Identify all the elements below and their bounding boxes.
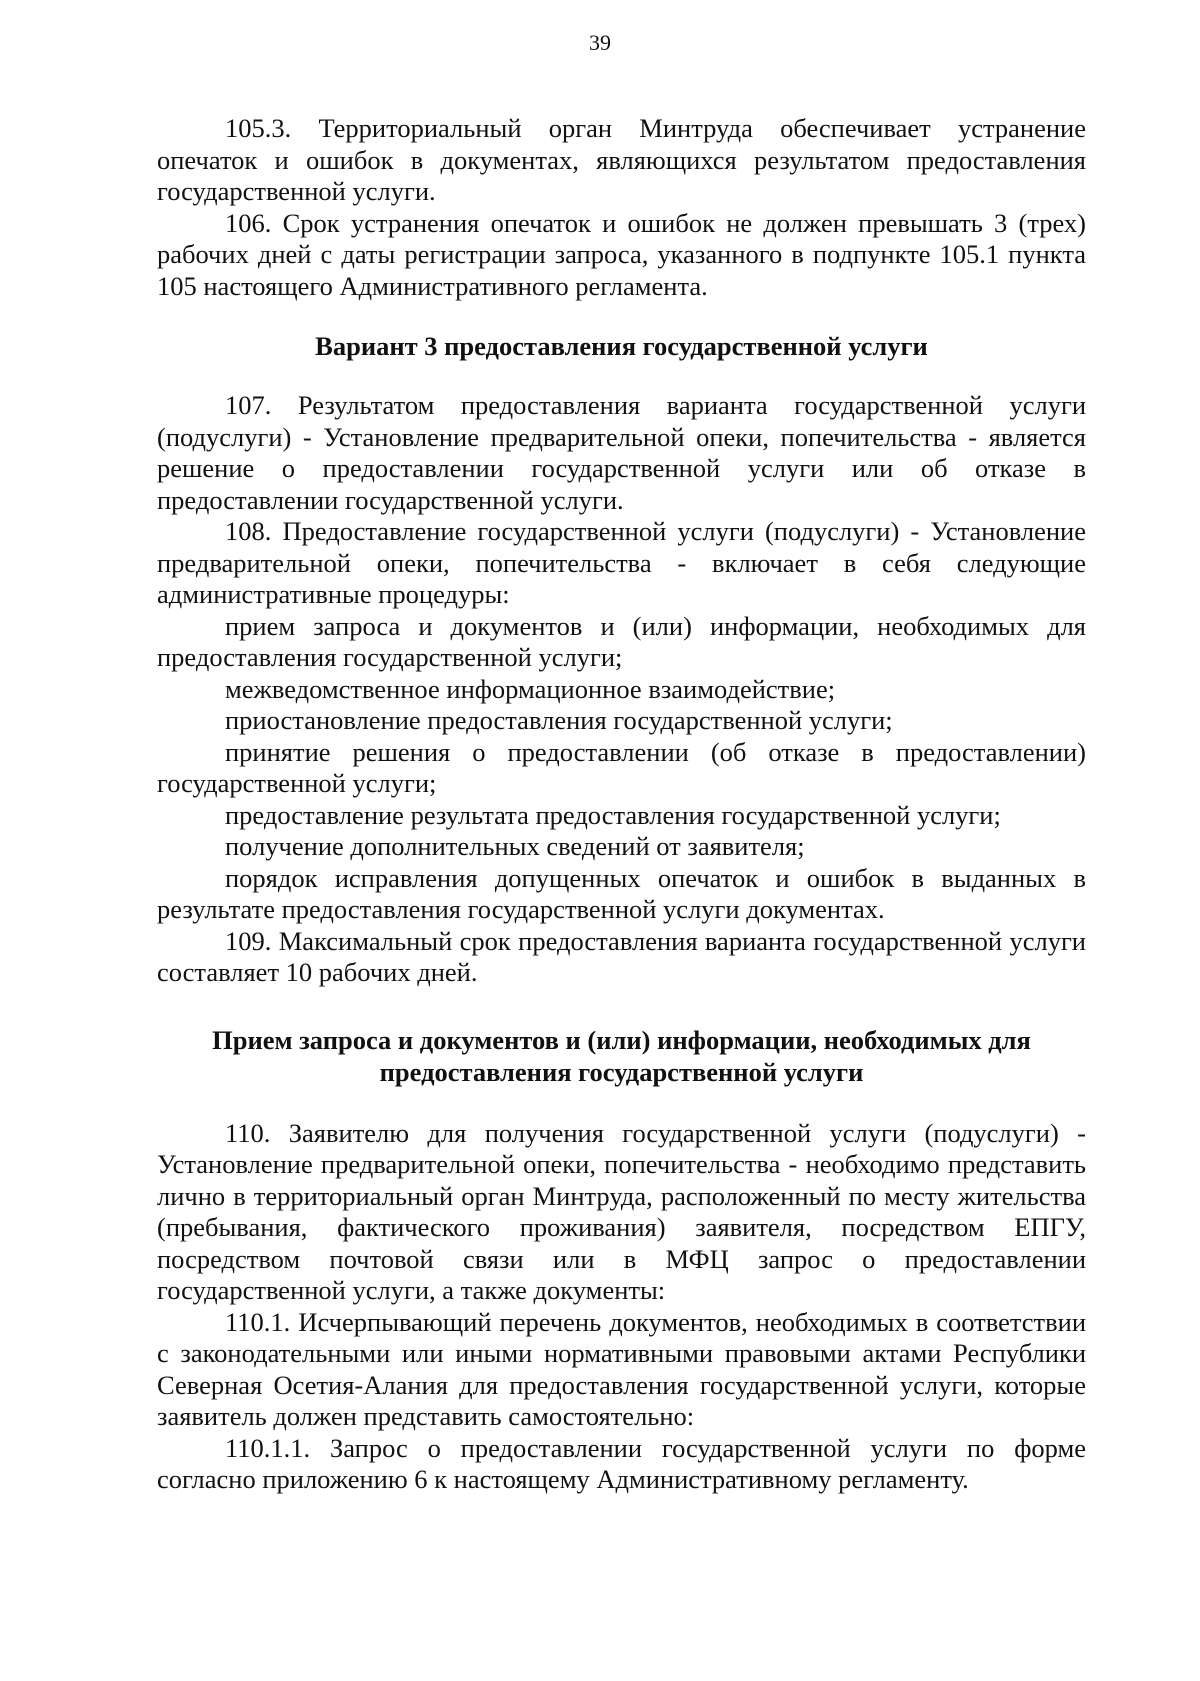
procedure-item: принятие решения о предоставлении (об отказе в предоставлении) государственной услуги;	[157, 736, 1086, 798]
section-heading-variant-3: Вариант 3 предоставления государственной услуги	[315, 331, 928, 361]
procedure-item: приостановление предоставления государственной услуги;	[225, 705, 893, 735]
paragraph-110-1-1: 110.1.1. Запрос о предоставлении государственной услуги по форме согласно приложению 6 к настоящему Административному регламенту.	[157, 1432, 1086, 1494]
paragraph-106: 106. Срок устранения опечаток и ошибок не должен превышать 3 (трех) рабочих дней с даты регистрации запроса, указанного в подпункте 105.1 пункта 105 настоящего Административного регламента.	[157, 207, 1086, 301]
paragraph-108: 108. Предоставление государственной услуги (подуслуги) - Установление предварительной опеки, попечительства - включает в себя следующие административные процедуры:	[157, 516, 1086, 609]
document-body	[157, 113, 1086, 1496]
page-number: 39	[589, 30, 611, 55]
paragraph-107: 107. Результатом предоставления варианта государственной услуги (подуслуги) - Установление предварительной опеки, попечительства - является решение о предоставлении государственной услуги или об отказе в предоставлении государственной услуги.	[157, 390, 1086, 515]
procedure-item: получение дополнительных сведений от заявителя;	[225, 831, 805, 861]
paragraph-105-3: 105.3. Территориальный орган Минтруда обеспечивает устранение опечаток и ошибок в документах, являющихся результатом предоставления государственной услуги.	[157, 113, 1086, 206]
paragraph-110-1: 110.1. Исчерпывающий перечень документов, необходимых в соответствии с законодательными или иными нормативными правовыми актами Республики Северная Осетия-Алания для предоставления государственной услуги, которые заявитель должен представить самостоятельно:	[157, 1306, 1086, 1431]
paragraph-110: 110. Заявителю для получения государственной услуги (подуслуги) - Установление предварительной опеки, попечительства - необходимо представить лично в территориальный орган Минтруда, расположенный по месту жительства (пребывания, фактического проживания) заявителя, посредством ЕПГУ, посредством почтовой связи или в МФЦ запрос о предоставлении государственной услуги, а также документы:	[157, 1117, 1086, 1305]
section-heading-request-reception: Прием запроса и документов и (или) информации, необходимых для предоставления государственной услуги	[212, 1024, 1031, 1087]
procedure-item: межведомственное информационное взаимодействие;	[225, 673, 836, 704]
procedure-item: порядок исправления допущенных опечаток и ошибок в выданных в результате предоставления государственной услуги документах.	[157, 862, 1086, 924]
procedure-item: предоставление результата предоставления государственной услуги;	[225, 799, 1001, 830]
procedure-item: прием запроса и документов и (или) информации, необходимых для предоставления государственной услуги;	[157, 610, 1086, 672]
paragraph-109: 109. Максимальный срок предоставления варианта государственной услуги составляет 10 рабочих дней.	[157, 925, 1086, 987]
